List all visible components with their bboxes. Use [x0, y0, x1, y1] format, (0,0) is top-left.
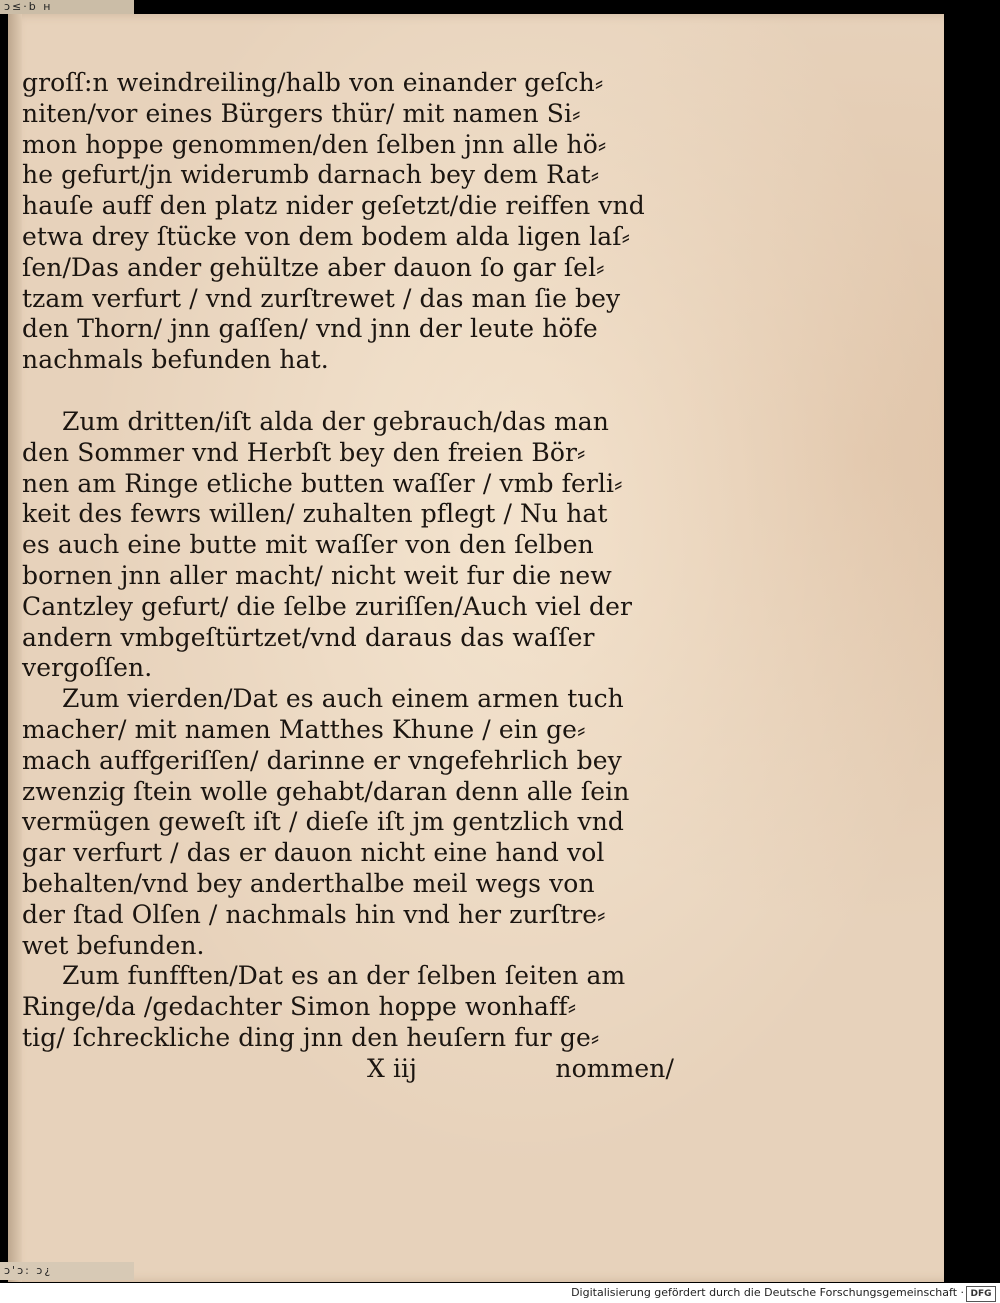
page-text-block [22, 68, 682, 1085]
text-line: nen am Ringe etliche butten waſſer / vmb ferli⸗ [22, 468, 623, 498]
page-binding-edge [8, 14, 22, 1282]
signature-line [22, 1054, 682, 1085]
text-line: macher/ mit namen Matthes Khune / ein ge⸗ [22, 714, 586, 744]
text-line: Cantzley gefurt/ die ſelbe zuriſſen/Auch viel der [22, 591, 633, 621]
text-line: behalten/vnd bey anderthalbe meil wegs von [22, 868, 595, 898]
text-line: es auch eine butte mit waſſer von den ſelben [22, 530, 594, 560]
paragraph-start-line: Zum funfften/Dat es an der ſelben ſeiten am [62, 961, 626, 991]
text-line: den Sommer vnd Herbſt bey den freien Bör⸗ [22, 437, 586, 467]
signature-mark: X iij [367, 1053, 417, 1083]
text-line: tig/ ſchreckliche ding jnn den heuſern fur ge⸗ [22, 1022, 600, 1052]
text-line: vermügen geweſt iſt / dieſe iſt jm gentzlich vnd [22, 807, 624, 837]
text-line: hauſe auff den platz nider geſetzt/die reiffen vnd [22, 191, 645, 221]
text-line: Ringe/da /gedachter Simon hoppe wonhaff⸗ [22, 992, 577, 1022]
paragraph-start-line: Zum vierden/Dat es auch einem armen tuch [62, 684, 624, 714]
text-line: mach auffgeriſſen/ darinne er vngefehrlich bey [22, 745, 622, 775]
text-line: nachmals befunden hat. [22, 345, 329, 375]
text-line: he gefurt/jn widerumb darnach bey dem Rat⸗ [22, 160, 600, 190]
paragraph-start-line: Zum dritten/iſt alda der gebrauch/das man [62, 406, 609, 436]
text-line: groſſ:n weindreiling/halb von einander geſch⸗ [22, 68, 604, 97]
paragraph-gap [22, 376, 682, 407]
catchword: nommen/ [555, 1053, 674, 1083]
adjacent-page-fragment-top: ɔ≤·b ʜ [0, 0, 134, 14]
text-line: wet befunden. [22, 930, 205, 960]
text-line: gar verfurt / das er dauon nicht eine hand vol [22, 838, 605, 868]
text-line: der ſtad Olſen / nachmals hin vnd her zurſtre⸗ [22, 899, 606, 929]
text-line: keit des fewrs willen/ zuhalten pflegt / Nu hat [22, 499, 608, 529]
text-line: vergoſſen. [22, 653, 153, 683]
text-line: tzam verfurt / vnd zurſtrewet / das man ſie bey [22, 283, 621, 313]
text-line: andern vmbgeſtürtzet/vnd daraus das waſſer [22, 622, 595, 652]
dfg-logo: DFG [966, 1286, 996, 1302]
text-line: etwa drey ſtücke von dem bodem alda ligen laſ⸗ [22, 221, 631, 251]
funding-credit: Digitalisierung gefördert durch die Deutsche Forschungsgemeinschaft · [571, 1286, 964, 1299]
text-line: den Thorn/ jnn gaſſen/ vnd jnn der leute höfe [22, 314, 598, 344]
digitization-footer [0, 1283, 1000, 1303]
text-line: zwenzig ſtein wolle gehabt/daran denn alle ſein [22, 776, 630, 806]
adjacent-page-fragment-bottom: ɔ'ɔ: ɔ¿ [0, 1262, 134, 1280]
text-line: ſen/Das ander gehültze aber dauon ſo gar ſel⸗ [22, 252, 605, 282]
text-line: niten/vor eines Bürgers thür/ mit namen Si⸗ [22, 98, 581, 128]
text-line: mon hoppe genommen/den ſelben jnn alle hö⸗ [22, 129, 607, 159]
text-line: bornen jnn aller macht/ nicht weit fur die new [22, 560, 612, 590]
